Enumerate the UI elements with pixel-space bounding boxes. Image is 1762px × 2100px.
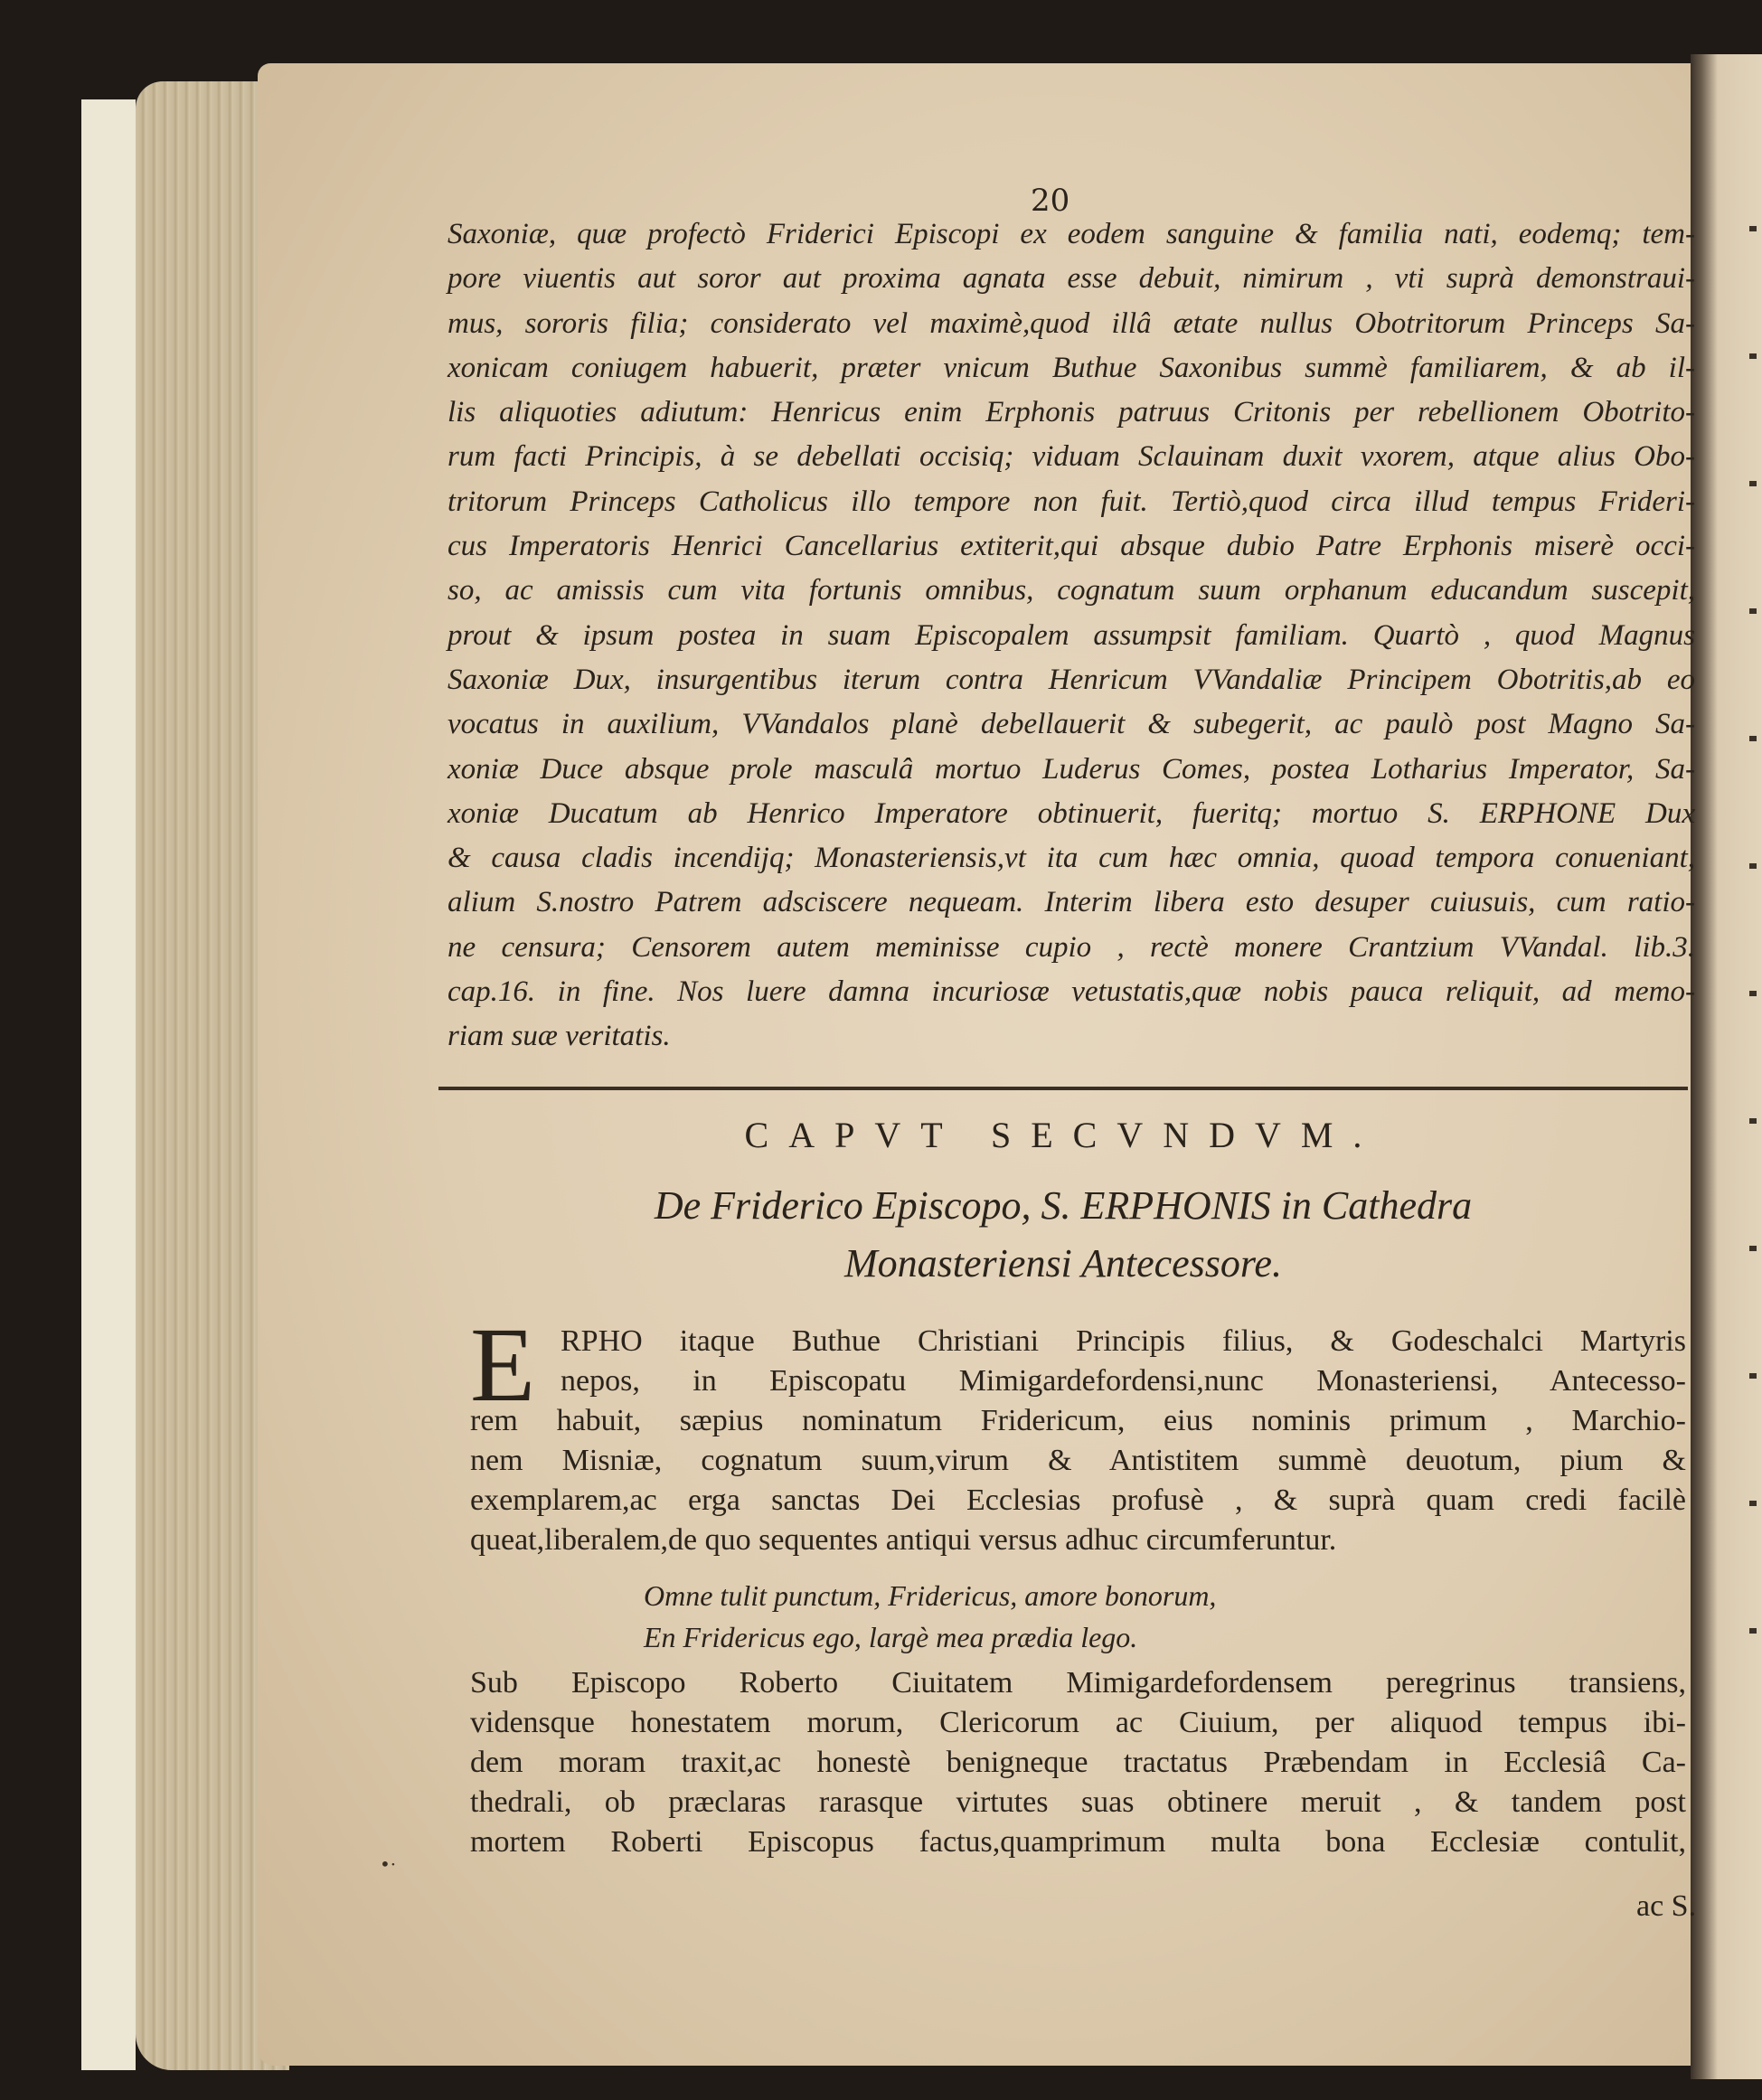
text-line: vocatus in auxilium, VVandalos planè debellauerit & subegerit, ac paulò post Magno Sa-	[448, 708, 1695, 741]
text-line: queat,liberalem,de quo sequentes antiqui versus adhuc circumferuntur.	[470, 1523, 1337, 1557]
text-line: exemplarem,ac erga sanctas Dei Ecclesias profusè , & suprà quam credi facilè	[470, 1483, 1686, 1517]
text-line: so, ac amissis cum vita fortunis omnibus, cognatum suum orphanum educandum suscepit,	[448, 574, 1695, 607]
text-line: pore viuentis aut soror aut proxima agnata esse debuit, nimirum , vti suprà demonstraui-	[448, 262, 1695, 296]
drop-cap: E	[470, 1305, 536, 1424]
verse-line: Omne tulit punctum, Fridericus, amore bonorum,	[644, 1579, 1217, 1612]
margin-mark: •·	[380, 1853, 397, 1875]
text-line: RPHO itaque Buthue Christiani Principis filius, & Godeschalci Martyris	[561, 1324, 1686, 1358]
text-line: rem habuit, sæpius nominatum Fridericum, eius nominis primum , Marchio-	[470, 1404, 1686, 1437]
text-line: Saxoniæ, quæ profectò Friderici Episcopi ex eodem sanguine & familia nati, eodemq; tem-	[448, 218, 1695, 250]
chapter-subtitle-continued: Monasteriensi Antecessore.	[844, 1241, 1282, 1285]
section-divider	[438, 1087, 1688, 1090]
paragraph-1	[470, 1322, 1686, 1560]
chapter-subtitle: De Friderico Episcopo, S. ERPHONIS in Cathedra	[654, 1183, 1473, 1228]
text-line: lis aliquoties adiutum: Henricus enim Erphonis patruus Critonis per rebellionem Obotrito-	[448, 396, 1695, 429]
text-line: cap.16. in fine. Nos luere damna incuriosæ vetustatis,quæ nobis pauca reliquit, ad memo-	[448, 975, 1695, 1009]
text-line: ne censura; Censorem autem meminisse cupio , rectè monere Crantzium VVandal. lib.3.	[448, 930, 1695, 964]
text-line: dem moram traxit,ac honestè benigneque tractatus Præbendam in Ecclesiâ Ca-	[470, 1746, 1686, 1779]
chapter-heading: CAPVT SECVNDVM.	[744, 1115, 1382, 1155]
verse-line: En Fridericus ego, largè mea prædia lego.	[644, 1621, 1138, 1653]
text-line: alium S.nostro Patrem adsciscere nequeam. Interim libera esto desuper cuiusuis, cum ratio-	[448, 886, 1695, 919]
text-line: nepos, in Episcopatu Mimigardefordensi,nunc Monasteriensi, Antecesso-	[561, 1364, 1686, 1398]
text-line: nem Misniæ, cognatum suum,virum & Antistitem summè deuotum, pium &	[470, 1444, 1686, 1477]
text-line: rum facti Principis, à se debellati occisiq; viduam Sclauinam duxit vxorem, atque alius Obo-	[448, 440, 1695, 474]
preceding-paragraph	[448, 212, 1695, 1059]
text-line: thedrali, ob præclaras rarasque virtutes suas obtinere meruit , & tandem post	[470, 1785, 1686, 1819]
text-line: tritorum Princeps Catholicus illo tempore non fuit. Tertiò,quod circa illud tempus Frideri-	[448, 485, 1695, 518]
text-line: Sub Episcopo Roberto Ciuitatem Mimigardefordensem peregrinus transiens,	[470, 1666, 1686, 1700]
text-line: riam suæ veritatis.	[448, 1020, 671, 1053]
catchword: ac S.	[1636, 1889, 1697, 1923]
paragraph-2	[470, 1663, 1686, 1862]
text-line: prout & ipsum postea in suam Episcopalem assumpsit familiam. Quartò , quod Magnus	[448, 618, 1695, 652]
text-line: vidensque honestatem morum, Clericorum ac Ciuium, per aliquod tempus ibi-	[470, 1706, 1686, 1739]
text-line: Saxoniæ Dux, insurgentibus iterum contra Henricum VVandaliæ Principem Obotritis,ab eo	[448, 663, 1695, 696]
verses	[644, 1575, 1638, 1658]
text-line: xoniæ Duce absque prole masculâ mortuo Luderus Comes, postea Lotharius Imperator, Sa-	[448, 752, 1695, 786]
page-number: 20	[1031, 183, 1070, 219]
text-line: cus Imperatoris Henrici Cancellarius extiterit,qui absque dubio Patre Erphonis miserè occi-	[448, 530, 1695, 563]
text-line: mortem Roberti Episcopus factus,quamprimum multa bona Ecclesiæ contulit,	[470, 1825, 1686, 1859]
text-line: xonicam coniugem habuerit, præter vnicum Buthue Saxonibus summè familiarem, & ab il-	[448, 351, 1695, 384]
text-line: xoniæ Ducatum ab Henrico Imperatore obtinuerit, fueritq; mortuo S. ERPHONE Dux	[448, 796, 1695, 830]
text-line: mus, sororis filia; considerato vel maximè,quod illâ ætate nullus Obotritorum Princeps Sa-	[448, 306, 1695, 340]
text-line: & causa cladis incendijq; Monasteriensis,vt ita cum hæc omnia, quoad tempora conueniant,	[448, 842, 1695, 875]
